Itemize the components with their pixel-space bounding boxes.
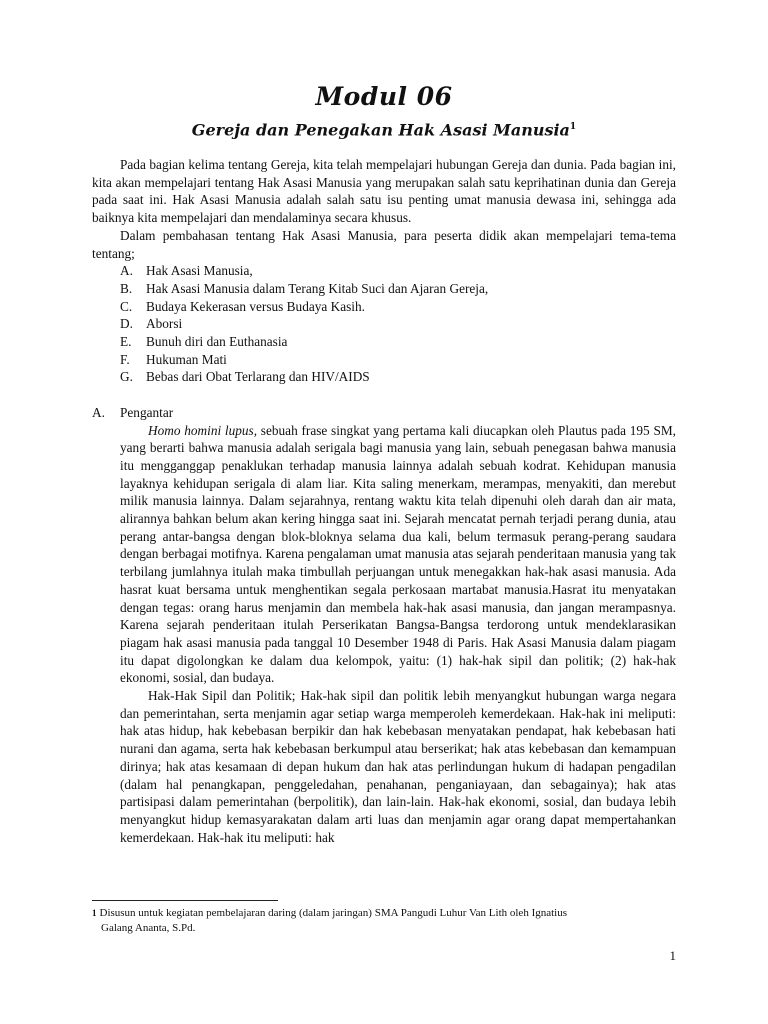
section-a-body <box>92 422 676 847</box>
list-item-letter: E. <box>120 334 132 350</box>
list-item-letter: G. <box>120 369 133 385</box>
list-item-text: Hak Asasi Manusia, <box>146 263 253 279</box>
subtitle-text: Gereja dan Penegakan Hak Asasi Manusia <box>191 120 570 140</box>
list-item-letter: C. <box>120 298 133 314</box>
footnote <box>92 906 676 936</box>
section-a-title: Pengantar <box>120 404 174 420</box>
list-item-letter: B. <box>120 280 133 296</box>
list-item <box>120 280 676 298</box>
list-item <box>120 368 676 386</box>
module-subtitle <box>92 114 676 156</box>
section-a-paragraph-1-text: sebuah frase singkat yang pertama kali diucapkan oleh Plautus pada 195 SM, yang berarti bahwa manusia adalah serigala bagi manusia yang lain, sebuah penegasan bahwa manusia itu mengganggap penaklukan terhadap manusia lainnya adalah sebuah kodrat. Kehidupan manusia layaknya kehidupan serigala di alam liar. Kita saling menerkam, merampas, menyakiti, dan merebut milik manusia lainnya. Dalam sejarahnya, rentang waktu kita telah dipenuhi oleh darah dan air mata, alirannya bahkan belum akan kering hingga saat ini. Sejarah mencatat pernah terjadi perang dunia, atau perang antar-bangsa dengan blok-bloknya selama dua kali, belum termasuk perang-perang saudara dengan berbagai motifnya. Karena pengalaman umat manusia atas sejarah penderitaan manusia yang tak terbilang jumlahnya itulah maka timbullah perjuangan untuk menegakkan hak-hak asasi manusia. Ada hasrat kuat bersama untuk menghentikan segala perkosaan martabat manusia.Hasrat itu menyatakan dengan tegas: orang harus menjamin dan membela hak-hak asasi manusia, dan jangan merampasnya. Karena sejarah penderitaan itulah Perserikatan Bangsa-Bangsa terdorong untuk mendeklarasikan piagam hak asasi manusia pada tanggal 10 Desember 1948 di Paris. Hak Asasi Manusia dalam piagam itu dapat digolongkan ke dalam dua kelompok, yaitu: (1) hak-hak sipil dan politik; (2) hak-hak ekonomi, sosial, dan budaya. <box>120 422 676 686</box>
list-item-text: Bunuh diri dan Euthanasia <box>146 334 288 350</box>
list-item-text: Aborsi <box>146 316 183 332</box>
list-item-text: Budaya Kekerasan versus Budaya Kasih. <box>146 298 365 314</box>
intro-paragraph-1: Pada bagian kelima tentang Gereja, kita telah mempelajari hubungan Gereja dan dunia. Pada bagian ini, kita akan mempelajari tentang Hak Asasi Manusia yang merupakan salah satu keprihatinan dunia dan Gereja pada saat ini. Hak Asasi Manusia adalah salah satu isu penting umat manusia dewasa ini, sehingga ada baiknya kita mempelajari dan mendalaminya secara khusus. <box>92 157 676 226</box>
module-title: Modul 06 <box>315 82 453 111</box>
list-item-letter: A. <box>120 263 133 279</box>
list-item <box>120 262 676 280</box>
footnote-line-1 <box>92 906 676 921</box>
footnote-line-2: Galang Ananta, S.Pd. <box>101 922 196 934</box>
list-item <box>120 351 676 369</box>
list-item-letter: D. <box>120 316 133 332</box>
list-item-text: Hak Asasi Manusia dalam Terang Kitab Suci dan Ajaran Gereja, <box>146 280 489 296</box>
list-item <box>120 315 676 333</box>
footnote-text-1: Disusun untuk kegiatan pembelajaran daring (dalam jaringan) SMA Pangudi Luhur Van Lith oleh Ignatius <box>99 907 568 919</box>
list-item-letter: F. <box>120 351 130 367</box>
section-a-paragraph-1 <box>120 422 676 688</box>
body-text <box>92 156 676 846</box>
list-item <box>120 298 676 316</box>
latin-phrase: Homo homini lupus, <box>148 422 258 438</box>
footnote-mark: 1 <box>92 908 97 918</box>
intro-paragraph-2: Dalam pembahasan tentang Hak Asasi Manusia, para peserta didik akan mempelajari tema-tema tentang; <box>92 227 676 261</box>
section-a-heading <box>92 404 676 422</box>
page-number: 1 <box>669 948 676 963</box>
list-item <box>120 333 676 351</box>
section-a-letter: A. <box>92 404 105 420</box>
list-item-text: Hukuman Mati <box>146 351 227 367</box>
footnote-divider <box>92 900 278 901</box>
section-a-paragraph-2: Hak-Hak Sipil dan Politik; Hak-hak sipil dan politik lebih menyangkut hubungan warga negara dan pemerintahan, serta menjamin agar setiap warga memperoleh kemerdekaan. Hak-hak ini meliputi: hak atas hidup, hak kebebasan berpikir dan hak kebebasan menyatakan pendapat, hak kebebasan hati nurani dan agama, serta hak kebebasan berkumpul atau berserikat; hak atas kebebasan dan kemampuan dirinya; hak atas kesamaan di depan hukum dan hak atas perlindungan hukum di hadapan pengadilan (dalam hal penangkapan, penggeledahan, penahanan, penganiayaan, dan sebagainya); hak atas partisipasi dalam pemerintahan (berpolitik), dan lain-lain. Hak-hak ekonomi, sosial, dan budaya lebih menyangkut hidup kemasyarakatan dalam arti luas dan menjamin agar orang dapat mempertahankan kemerdekaan. Hak-hak itu meliputi: hak <box>120 688 676 845</box>
subtitle-footnote-mark: 1 <box>569 122 577 132</box>
topic-list <box>92 262 676 386</box>
document-page <box>92 80 676 846</box>
list-item-text: Bebas dari Obat Terlarang dan HIV/AIDS <box>146 369 370 385</box>
